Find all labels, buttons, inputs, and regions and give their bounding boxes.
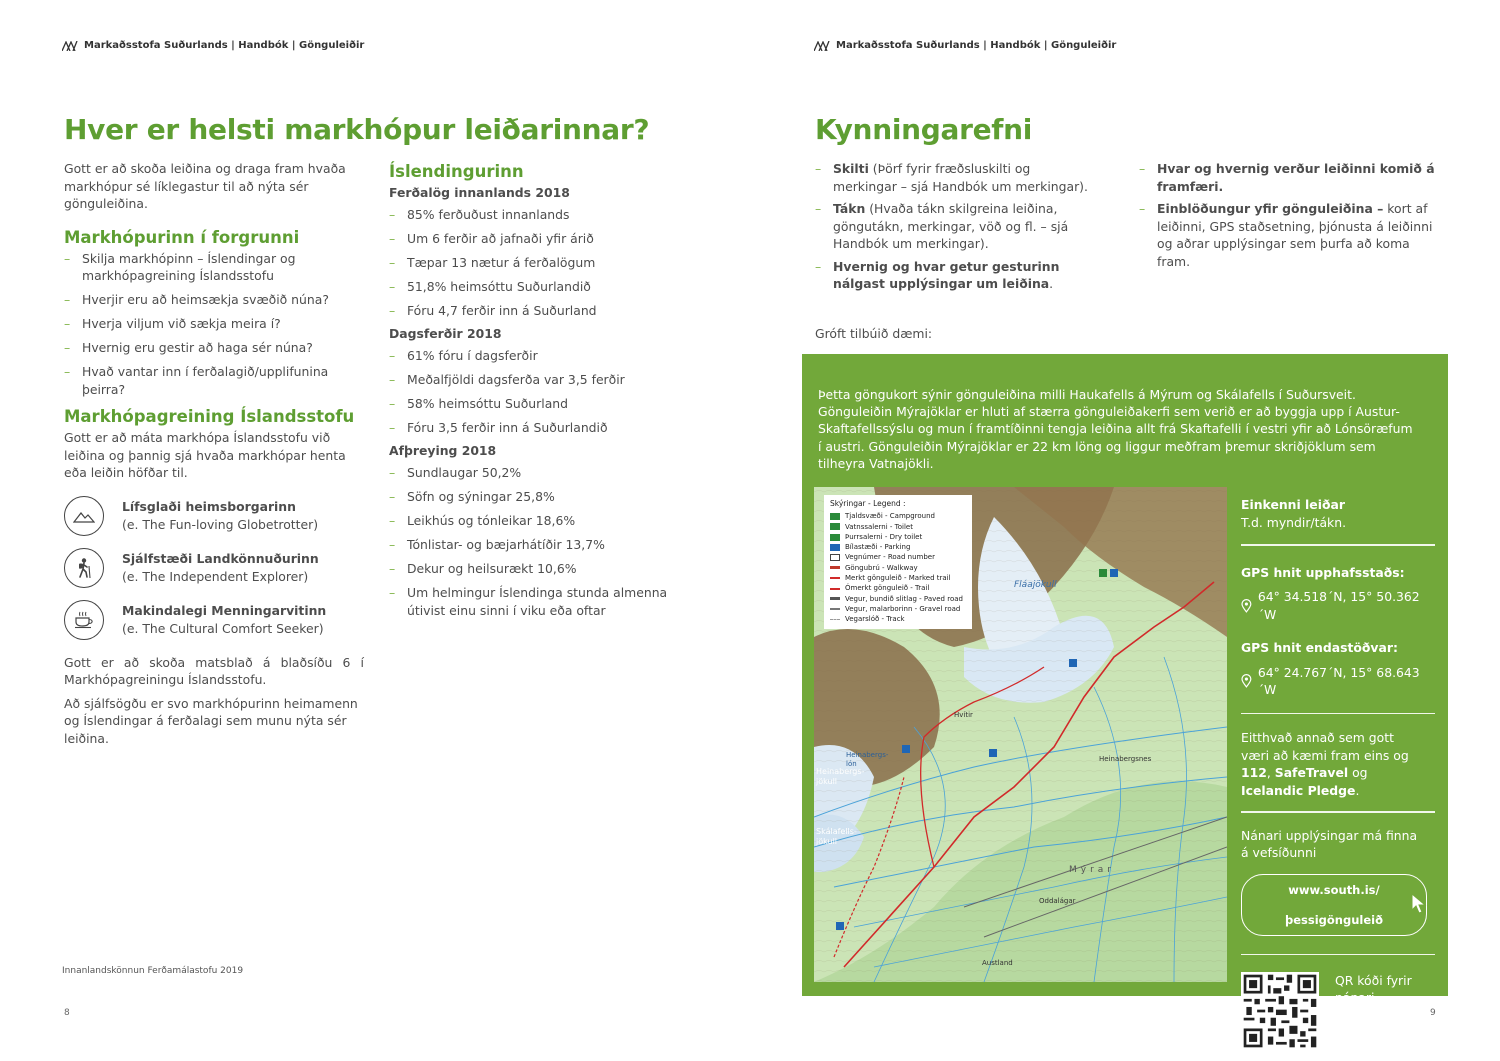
- list-item: – Hvar og hvernig verður leiðinni komið á framfæri.: [1139, 160, 1439, 195]
- gps-end-value: 64° 24.767´N, 15° 68.643´W: [1257, 664, 1420, 697]
- running-head-left: [62, 40, 364, 51]
- features-heading: Einkenni leiðar: [1241, 497, 1345, 512]
- page-number-left: 8: [64, 1008, 70, 1018]
- divider: [1241, 811, 1435, 813]
- list-item: – Leikhús og tónleikar 18,6%: [389, 512, 689, 530]
- persona-english: (e. The Fun-loving Globetrotter): [122, 516, 319, 532]
- list-item: – Meðalfjöldi dagsferða var 3,5 ferðir: [389, 371, 689, 389]
- legend-item: Bílastæði - Parking: [830, 542, 966, 552]
- road-number-icon: [830, 554, 840, 561]
- legend-item: Tjaldsvæði - Campground: [830, 511, 966, 521]
- coffee-cup-icon: [64, 600, 104, 640]
- toilet-icon: [830, 523, 840, 530]
- list-item: – Söfn og sýningar 25,8%: [389, 488, 689, 506]
- track-icon: [830, 619, 840, 620]
- page-title-left: Hver er helsti markhópur leiðarinnar?: [64, 113, 650, 146]
- location-pin-icon: [1241, 674, 1252, 688]
- persona-name: Sjálfstæði Landkönnuðurinn: [122, 550, 319, 566]
- legend-title: Skýringar - Legend :: [830, 499, 906, 508]
- list-item: – Hvernig og hvar getur gesturinn nálgast upplýsingar um leiðina.: [815, 258, 1095, 293]
- legend-item: Vegnúmer - Road number: [830, 552, 966, 562]
- list-item: – Hverjir eru að heimsækja svæðið núna?: [64, 291, 364, 309]
- map-label: Austland: [982, 959, 1013, 967]
- stats-group-title: Afþreying 2018: [389, 443, 497, 458]
- persona-english: (e. The Independent Explorer): [122, 568, 309, 584]
- paved-road-icon: [830, 597, 840, 600]
- hiker-icon: [64, 548, 104, 588]
- stats-heading: Íslendingurinn: [389, 162, 524, 181]
- running-head-right-text: Markaðsstofa Suðurlands | Handbók | Gönguleiðir: [836, 40, 1117, 51]
- running-head-left-text: Markaðsstofa Suðurlands | Handbók | Gönguleiðir: [84, 40, 365, 51]
- logo-icon: [814, 41, 830, 51]
- closing-text-2: Að sjálfsögðu er svo markhópurinn heimamenn og Íslendingar á ferðalagi sem munu nýta sér leiðina.: [64, 695, 358, 746]
- page-title-right: Kynningarefni: [815, 113, 1033, 146]
- list-item: – 85% ferðuðust innanlands: [389, 206, 689, 224]
- gps-end: [1241, 664, 1435, 699]
- stats-list: [389, 464, 689, 619]
- more-info-text: Nánari upplýsingar má finna á vefsíðunni: [1241, 827, 1418, 860]
- stats-list: [389, 206, 689, 320]
- legend-item: Ómerkt gönguleið - Trail: [830, 583, 966, 593]
- qr-section: [1241, 972, 1435, 1050]
- legend-item: Vegur, bundið slitlag - Paved road: [830, 594, 966, 604]
- focus-heading: Markhópurinn í forgrunni: [64, 227, 300, 247]
- persona-item: [64, 548, 364, 588]
- qr-text: QR kóði fyrir nánari upplýsingar.: [1335, 973, 1412, 1022]
- list-item: – 51,8% heimsóttu Suðurlandið: [389, 278, 689, 296]
- persona-list: [64, 496, 364, 640]
- gravel-road-icon: [830, 608, 840, 610]
- map-legend: [824, 495, 972, 629]
- legend-item: Merkt gönguleið - Marked trail: [830, 573, 966, 583]
- map-label: Hvítir: [954, 711, 973, 719]
- list-item: – Skilja markhópinn – Íslendingar og markhópagreining Íslandsstofu: [64, 250, 364, 285]
- list-item: – 58% heimsóttu Suðurland: [389, 395, 689, 413]
- flyer-intro: Þetta göngukort sýnir gönguleiðina milli Haukafells á Mýrum og Skálafells í Suðursveit. Gönguleiðin Mýrajöklar er hluti af stærra gönguleiðakerfi sem verið er að byggja upp í Austur-Skaftafellssýslu og mun í framtíðinni tengja leiðina allt frá Skaftafelli í vestri yfir að Lónsöræfum í austri. Gönguleiðin Mýrajöklar er 22 km löng og liggur meðfram þremur skriðjöklum sem tilheyra Vatnajökli.: [818, 387, 1413, 471]
- list-item: – Einblöðungur yfir gönguleiðina – kort af leiðinni, GPS staðsetning, þjónusta á leiðinni og aðrar upplýsingar sem þurfa að koma fram.: [1139, 200, 1439, 270]
- list-item: – Um 6 ferðir að jafnaði yfir árið: [389, 230, 689, 248]
- list-item: – Fóru 4,7 ferðir inn á Suðurland: [389, 302, 689, 320]
- mountains-icon: [64, 496, 104, 536]
- map-label: Heinabergsnes: [1099, 755, 1152, 763]
- map-label: Oddalágar: [1039, 897, 1076, 905]
- location-pin-icon: [1241, 599, 1252, 613]
- list-item: – Fóru 3,5 ferðir inn á Suðurlandið: [389, 419, 689, 437]
- persona-name: Lífsglaði heimsborgarinn: [122, 498, 296, 514]
- parking-icon: [830, 544, 840, 551]
- persona-english: (e. The Cultural Comfort Seeker): [122, 620, 324, 636]
- focus-list: [64, 250, 364, 399]
- intro-text: Gott er að skoða leiðina og draga fram hvaða markhópur sé líklegastur til að nýta sér gönguleiðina.: [64, 161, 346, 211]
- running-head-right: [814, 40, 1116, 51]
- trail-map: [814, 487, 1227, 982]
- list-item: – Hvernig eru gestir að haga sér núna?: [64, 339, 364, 357]
- example-label: Gróft tilbúið dæmi:: [815, 326, 933, 341]
- persona-item: [64, 496, 364, 536]
- list-item: – Sundlaugar 50,2%: [389, 464, 689, 482]
- list-item: – Skilti (Þörf fyrir fræðsluskilti og merkingar – sjá Handbók um merkingar).: [815, 160, 1095, 195]
- list-item: – Tónlistar- og bæjarhátíðir 13,7%: [389, 536, 689, 554]
- list-item: – Tákn (Hvaða tákn skilgreina leiðina, göngutákn, merkingar, vöð og fl. – sjá Handbók um merkingar).: [815, 200, 1095, 253]
- persona-name: Makindalegi Menningarvitinn: [122, 602, 327, 618]
- gps-start-value: 64° 34.518´N, 15° 50.362´W: [1257, 589, 1420, 622]
- flyer-side-panel: [1241, 496, 1435, 1050]
- divider: [1241, 713, 1435, 715]
- trail-icon: [830, 588, 840, 590]
- promo-list-left: [815, 160, 1095, 293]
- legend-item: Þurrsalerni - Dry toilet: [830, 532, 966, 542]
- map-label: Skálafells-jökull: [816, 827, 857, 846]
- marked-trail-icon: [830, 577, 840, 579]
- stats-group-title: Ferðalög innanlands 2018: [389, 185, 570, 200]
- segment-intro: Gott er að máta markhópa Íslandsstofu við leiðina og þannig sjá hvaða markhópar henta eða leiðin höfðar til.: [64, 430, 346, 480]
- website-link-text[interactable]: www.south.is/þessigönguleið: [1285, 882, 1383, 927]
- website-link-button[interactable]: [1241, 874, 1427, 936]
- persona-item: [64, 600, 364, 640]
- dry-toilet-icon: [830, 534, 840, 541]
- divider: [1241, 954, 1435, 956]
- divider: [1241, 544, 1435, 546]
- list-item: – Um helmingur Íslendinga stunda almenna útivist einu sinni í viku eða oftar: [389, 584, 689, 619]
- page-number-right: 9: [1430, 1008, 1436, 1018]
- closing-text-1: Gott er að skoða matsblað á blaðsíðu 6 í Markhópagreiningu Íslandsstofu.: [64, 654, 364, 687]
- walkway-icon: [830, 566, 840, 569]
- promo-list-right: [1139, 160, 1439, 270]
- map-label: Fláajökull: [1014, 580, 1057, 590]
- cursor-icon: [1410, 893, 1430, 915]
- list-item: – Dekur og heilsurækt 10,6%: [389, 560, 689, 578]
- qr-code-icon[interactable]: [1241, 972, 1319, 1050]
- campground-icon: [830, 513, 840, 520]
- segment-heading: Markhópagreining Íslandsstofu: [64, 407, 355, 426]
- legend-item: Vatnssalerni - Toilet: [830, 522, 966, 532]
- stats-list: [389, 347, 689, 437]
- list-item: – Hvað vantar inn í ferðalagið/upplifunina þeirra?: [64, 363, 364, 398]
- list-item: – Hverja viljum við sækja meira í?: [64, 315, 364, 333]
- other-info: Eitthvað annað sem gott væri að kæmi fram eins og 112, SafeTravel og Icelandic Pledge.: [1241, 730, 1409, 798]
- gps-start-label: GPS hnit upphafsstaðs:: [1241, 564, 1405, 580]
- logo-icon: [62, 41, 78, 51]
- legend-item: Vegarslóð - Track: [830, 614, 966, 624]
- map-label: Heinabergs-jökull: [816, 767, 865, 786]
- features-text: T.d. myndir/tákn.: [1241, 514, 1347, 530]
- map-label: Mýrar: [1069, 865, 1116, 875]
- stats-group-title: Dagsferðir 2018: [389, 326, 502, 341]
- legend-item: Göngubrú - Walkway: [830, 563, 966, 573]
- map-label: Heinabergs-lón: [846, 751, 889, 768]
- footnote: Innanlandskönnun Ferðamálastofu 2019: [62, 966, 244, 976]
- list-item: – 61% fóru í dagsferðir: [389, 347, 689, 365]
- flyer-example: [802, 354, 1448, 1022]
- legend-item: Vegur, malarborinn - Gravel road: [830, 604, 966, 614]
- gps-start: [1241, 588, 1435, 623]
- list-item: – Tæpar 13 nætur á ferðalögum: [389, 254, 689, 272]
- gps-end-label: GPS hnit endastöðvar:: [1241, 640, 1398, 655]
